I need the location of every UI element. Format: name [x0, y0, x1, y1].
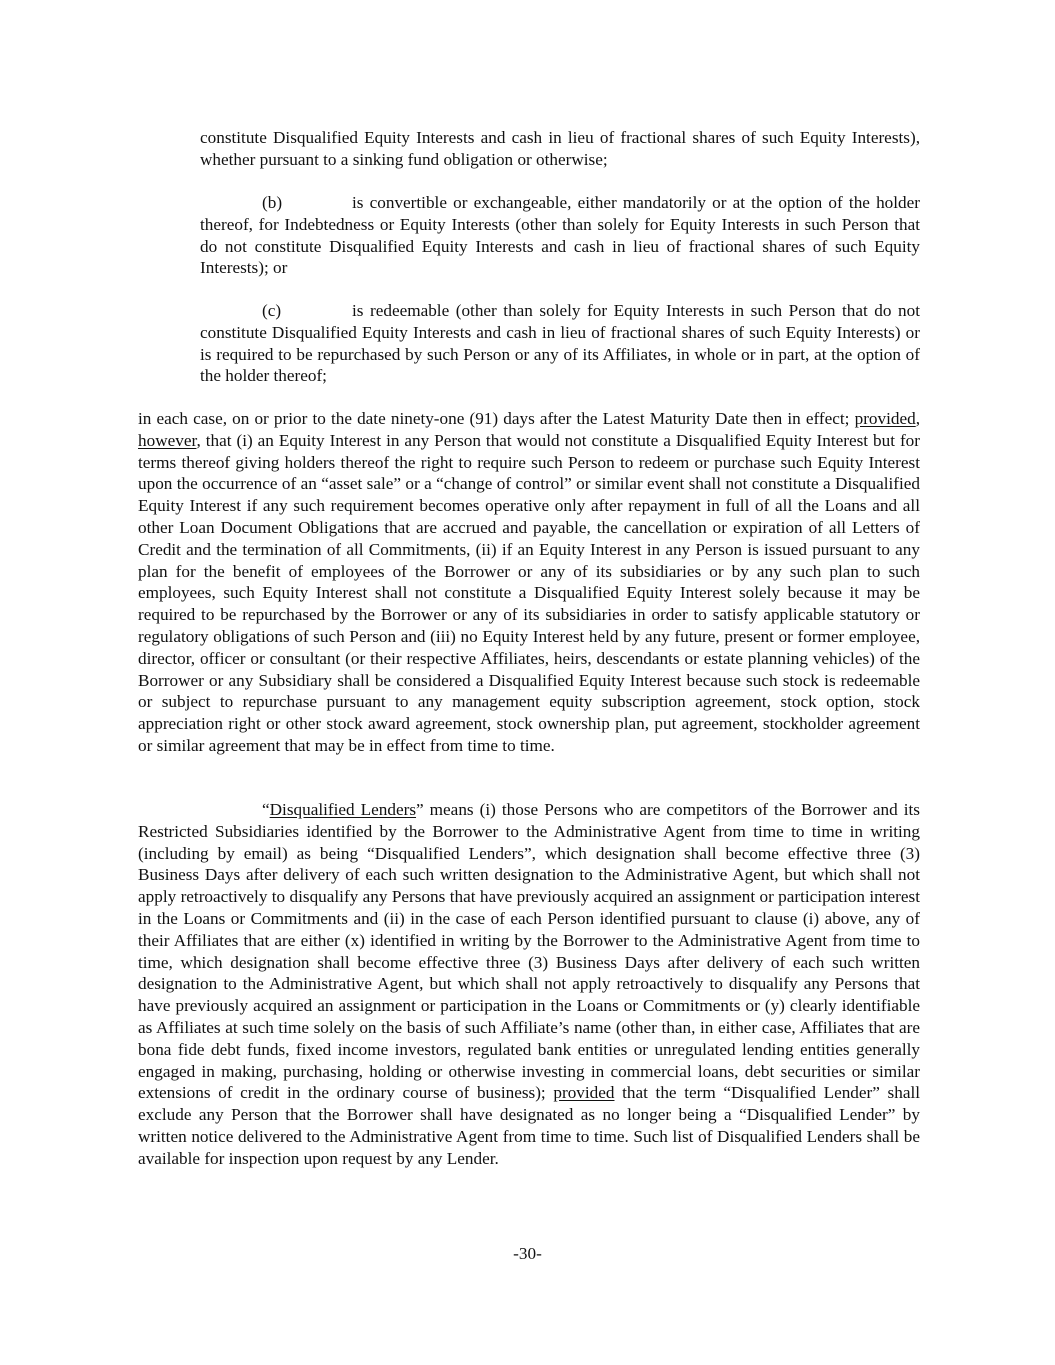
in-each-case-lead: in each case, on or prior to the date ninety-one (91) days after the Latest Maturity Date then in effect; [138, 409, 855, 428]
disqualified-lenders-definition [138, 799, 920, 1170]
provided-term: provided [854, 409, 916, 428]
page-number: -30- [513, 1244, 542, 1263]
clause-b-paragraph [200, 192, 920, 279]
in-each-case-paragraph [138, 408, 920, 757]
clause-b-label: (b) [262, 193, 283, 212]
continuation-text: constitute Disqualified Equity Interests and cash in lieu of fractional shares of such Equity Interests), whether pursuant to a sinking fund obligation or otherwise; [200, 128, 920, 169]
open-quote: “ [262, 800, 270, 819]
in-each-case-rest: , that (i) an Equity Interest in any Person that would not constitute a Disqualified Equity Interest but for terms thereof giving holders thereof the right to require such Person to redeem or purchase such Equity Interest upon the occurrence of an “asset sale” or a “change of control” or similar event shall not constitute a Disqualified Equity Interest if any such requirement becomes operative only after repayment in full of all the Loans and all other Loan Document Obligations that are accrued and payable, the cancellation or expiration of all Letters of Credit and the termination of all Commitments, (ii) if an Equity Interest in any Person is issued pursuant to any plan for the benefit of employees of the Borrower or any of its subsidiaries or by any such plan to such employees, such Equity Interest shall not constitute a Disqualified Equity Interest solely because it may be required to be repurchased by the Borrower or any of its subsidiaries in order to satisfy applicable statutory or regulatory obligations of such Person and (iii) no Equity Interest held by any future, present or former employee, director, officer or consultant (or their respective Affiliates, heirs, descendants or estate planning vehicles) of the Borrower or any Subsidiary shall be considered a Disqualified Equity Interest because such stock is redeemable or subject to repurchase pursuant to any management equity subscription agreement, stock option, stock appreciation right or other stock award agreement, stock ownership plan, put agreement, stockholder agreement or similar agreement that may be in effect from time to time. [138, 430, 920, 755]
clause-c-text: is redeemable (other than solely for Equity Interests in such Person that do not constitute Disqualified Equity Interests and cash in lieu of fractional shares of such Equity Interests) or is required to be repurchased by such Person or any of its Affiliates, in whole or in part, at the option of the holder thereof; [200, 301, 920, 386]
clause-c-paragraph [200, 300, 920, 387]
clause-c-label: (c) [262, 301, 282, 320]
disqualified-lenders-body-a: ” means (i) those Persons who are competitors of the Borrower and its Restricted Subsidiaries identified by the Borrower to the Administrative Agent from time to time in writing (including by email) as being “Disqualified Lenders”, which designation shall become effective three (3) Business Days after delivery of each such written designation to the Administrative Agent, but which shall not apply retroactively to disqualify any Persons that have previously acquired an assignment or participation interest in the Loans or Commitments and (ii) in the case of each Person identified pursuant to clause (i) above, any of their Affiliates that are either (x) identified in writing by the Borrower to the Administrative Agent from time to time, which designation shall become effective three (3) Business Days after delivery of each such written designation to the Administrative Agent, but which shall not apply retroactively to disqualify any Persons that have previously acquired an assignment or participation in the Loans or Commitments or (y) clearly identifiable as Affiliates at such time solely on the basis of such Affiliate’s name (other than, in either case, Affiliates that are bona fide debt funds, fixed income investors, regulated bank entities or unregulated lending entities generally engaged in making, purchasing, holding or otherwise investing in commercial loans, debt securities or similar extensions of credit in the ordinary course of business); [138, 800, 920, 1103]
disqualified-lenders-term: Disqualified Lenders [269, 800, 417, 819]
provided-term-2: provided [553, 1083, 615, 1103]
however-term: however [138, 430, 197, 450]
clause-b-text: is convertible or exchangeable, either mandatorily or at the option of the holder thereof, for Indebtedness or Equity Interests (other than solely for Equity Interests in such Person that do not constitute Disqualified Equity Interests and cash in lieu of fractional shares of such Equity Interests); or [200, 193, 920, 278]
continuation-paragraph [200, 127, 920, 171]
in-each-case-comma: , [915, 409, 920, 428]
disqualified-lenders-body-b: that the term “Disqualified Lender” shall exclude any Person that the Borrower shall have designated as no longer being a “Disqualified Lender” by written notice delivered to the Administrative Agent from time to time. Such list of Disqualified Lenders shall be available for inspection upon request by any Lender. [138, 1083, 920, 1168]
